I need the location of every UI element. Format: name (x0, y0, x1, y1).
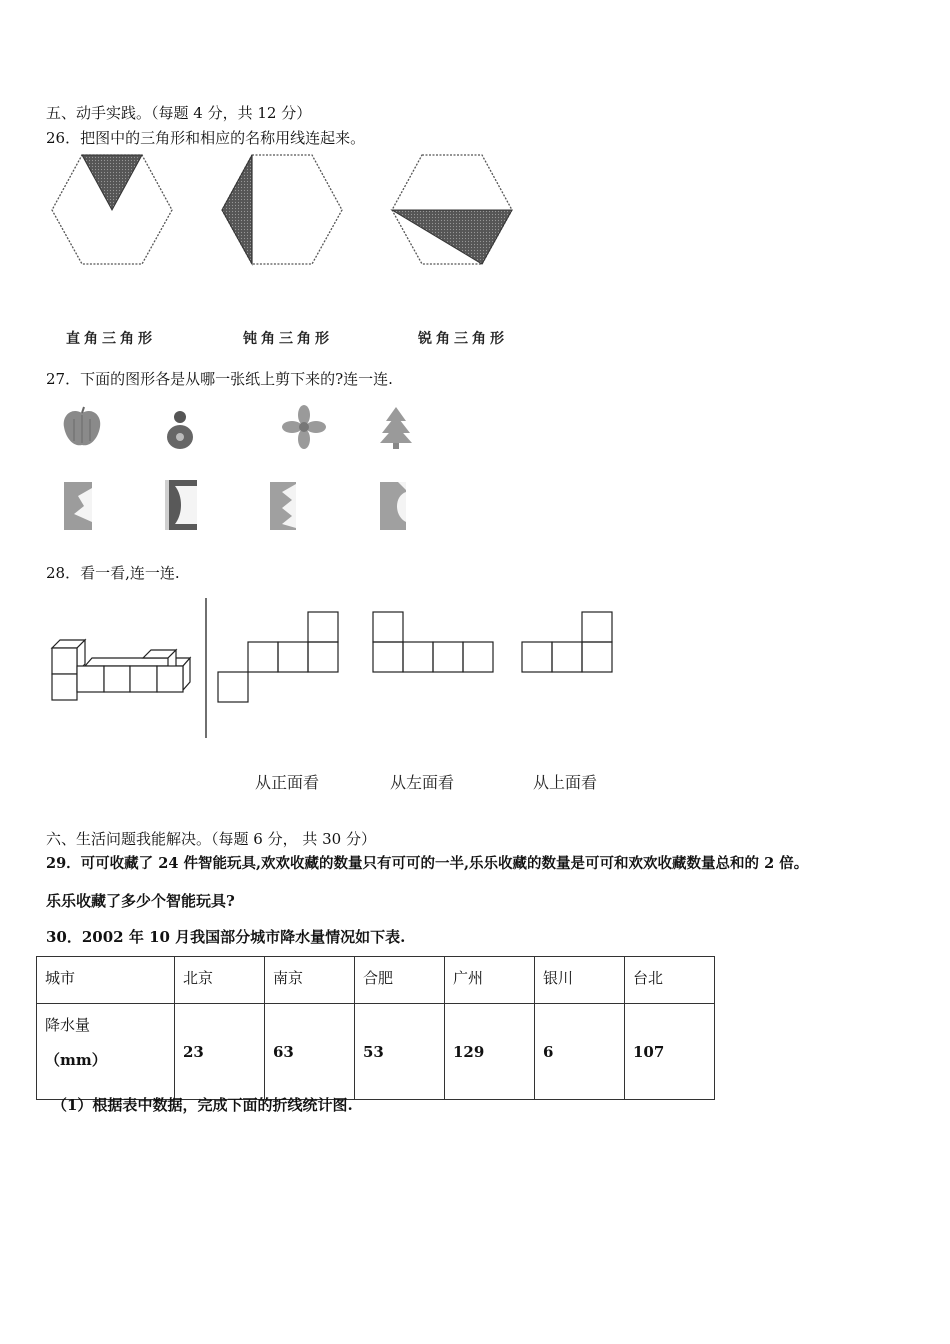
cube-solid (52, 640, 190, 700)
label-acute-triangle: 锐角三角形 (418, 331, 508, 347)
city-cell: 南京 (265, 957, 355, 1004)
cut-paper-1-icon (64, 482, 92, 530)
rainfall-table (36, 956, 715, 1100)
apple-shape-icon (64, 407, 101, 445)
view-top-label: 从上面看 (533, 773, 598, 792)
question-27: 27．下面的图形各是从哪一张纸上剪下来的?连一连. (46, 370, 393, 388)
table-header-row (37, 957, 715, 1004)
question-30: 30．2002 年 10 月我国部分城市降水量情况如下表. (46, 928, 406, 946)
question-29-line2: 乐乐收藏了多少个智能玩具? (46, 892, 235, 910)
view-front-label: 从正面看 (255, 773, 320, 792)
flower-shape-icon (282, 405, 326, 449)
section-6-heading: 六、生活问题我能解决。（每题 6 分， 共 30 分） (46, 830, 376, 848)
row-unit: （mm） (45, 1051, 107, 1069)
city-cell: 广州 (445, 957, 535, 1004)
value-cell: 107 (625, 1004, 715, 1100)
hexagon-figures (40, 150, 540, 270)
gourd-shape-icon (167, 411, 193, 449)
question-26: 26．把图中的三角形和相应的名称用线连起来。 (46, 129, 366, 147)
city-cell: 银川 (535, 957, 625, 1004)
value-cell: 63 (265, 1004, 355, 1100)
cut-paper-4-icon (380, 482, 406, 530)
city-cell: 北京 (175, 957, 265, 1004)
question-30-sub1: （1）根据表中数据，完成下面的折线统计图. (52, 1096, 353, 1114)
section-5-heading: 五、动手实践。（每题 4 分，共 12 分） (46, 104, 312, 122)
question-28: 28．看一看,连一连. (46, 564, 180, 582)
view-option-a (218, 612, 338, 702)
hexagon-2 (222, 155, 342, 264)
city-cell: 台北 (625, 957, 715, 1004)
view-left-label: 从左面看 (390, 773, 455, 792)
hexagon-3 (392, 155, 512, 264)
table-value-row (37, 1004, 715, 1100)
cut-paper-2-icon (165, 480, 197, 530)
question-29-line1: 29．可可收藏了 24 件智能玩具,欢欢收藏的数量只有可可的一半,乐乐收藏的数量是可可和欢欢收藏数量总和的 2 倍。 (46, 855, 809, 872)
row-label: 降水量 (45, 1016, 91, 1034)
value-cell: 53 (355, 1004, 445, 1100)
value-cell: 129 (445, 1004, 535, 1100)
tree-shape-icon (380, 407, 412, 449)
city-cell: 合肥 (355, 957, 445, 1004)
hexagon-1 (52, 155, 172, 264)
label-obtuse-triangle: 钝角三角形 (243, 331, 333, 347)
label-right-triangle: 直角三角形 (66, 331, 156, 347)
cut-shapes (50, 400, 430, 540)
view-option-b (373, 612, 493, 672)
value-cell: 23 (175, 1004, 265, 1100)
table-header-label: 城市 (37, 957, 175, 1004)
cut-paper-3-icon (270, 482, 296, 530)
value-cell: 6 (535, 1004, 625, 1100)
view-option-c (522, 612, 612, 672)
row-label-cell (37, 1004, 175, 1100)
cube-views-figure (45, 596, 625, 746)
